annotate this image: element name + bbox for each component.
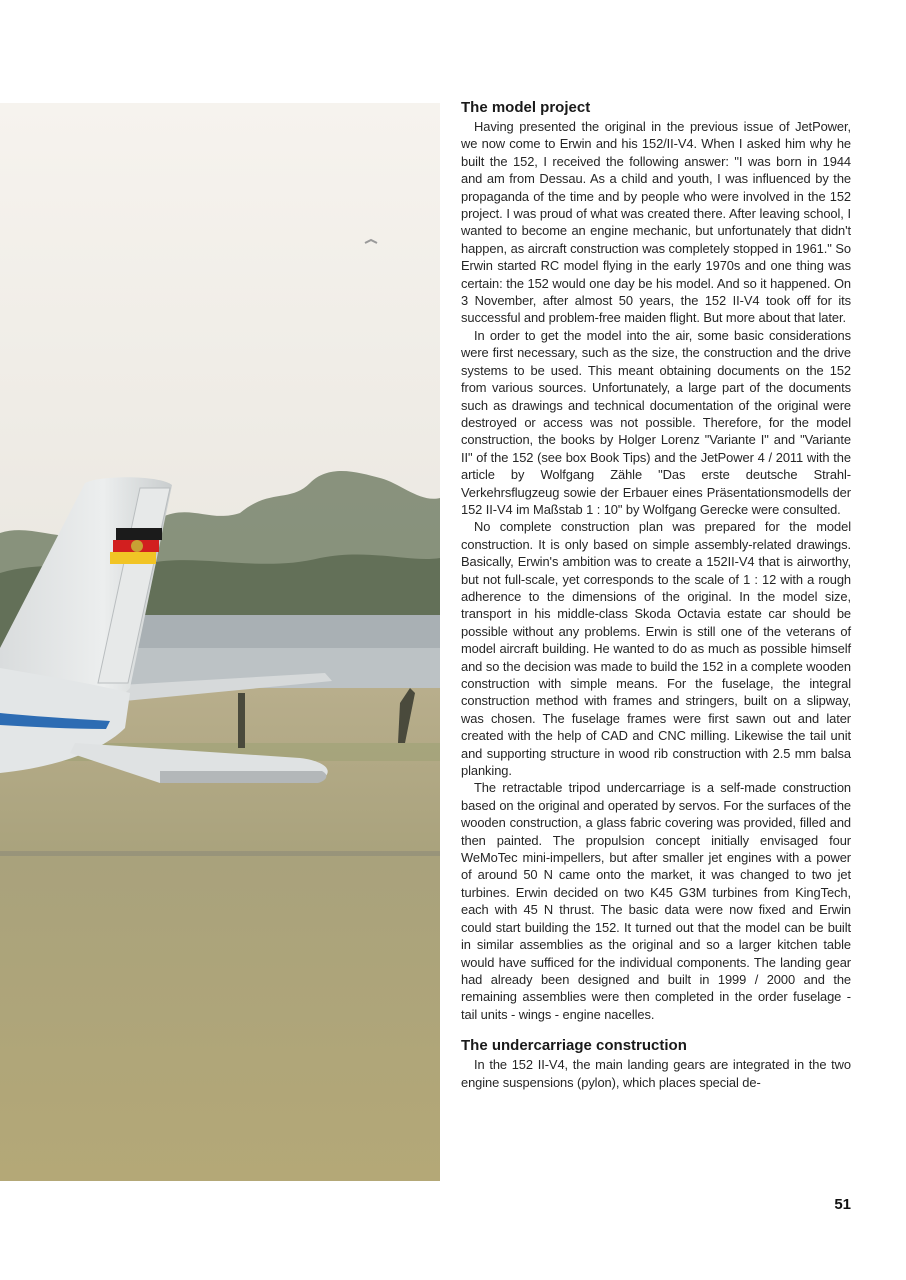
page-number: 51 — [834, 1196, 851, 1213]
paragraph: In order to get the model into the air, some basic considerations were first necessary, such as the size, the construction and the drive systems to be used. This meant obtaining documents on the 152 from various sources. Unfortunately, a large part of the documents such as drawings and technical documentation of the original were destroyed or access was not possible. Therefore, for the model construction, the books by Holger Lorenz "Variante I" and "Variante II" of the 152 (see box Book Tips) and the JetPower 4 / 2011 with the article by Wolfgang Zähle "Das erste deutsche Strahl-Verkehrsflugzeug sowie der Erbauer eines Präsentationsmodells der 152 II-V4 im Maßstab 1 : 10" by Wolfgang Gerecke were consulted. — [461, 327, 851, 517]
article — [461, 98, 851, 1091]
photo-illustration — [0, 103, 440, 1181]
paragraph: The retractable tripod undercarriage is a self-made construction based on the original and operated by servos. For the surfaces of the wooden construction, a glass fabric covering was provided, filled and then painted. The propulsion concept initially envisaged four WeMoTec mini-impellers, but after smaller jet engines with a power of around 50 N came onto the market, it was changed to two jet turbines. Erwin decided on two K45 G3M turbines from KingTech, each with 45 N thrust. The basic data were now fixed and Erwin could start building the 152. It turned out that the model can be built in similar assemblies as the original and so a larger kitchen table would have sufficed for the individual components. The landing gear had already been designed and built in 1999 / 2000 and the remaining assemblies were then completed in the order fuselage - tail units - wings - engine nacelles. — [461, 780, 851, 1022]
section-heading-undercarriage: The undercarriage construction — [461, 1037, 687, 1055]
paragraph: Having presented the original in the previous issue of JetPower, we now come to Erwin and his 152/II-V4. When I asked him why he built the 152, I received the following answer: "I was born in 1944 and am from Dessau. As a child and youth, I was influenced by the propaganda of the time and by people who were involved in the 152 project. I was proud of what was created there. After leaving school, I wanted to become an engine mechanic, but unfortunately that didn't happen, as aircraft construction was completely stopped in 1961." So Erwin started RC model flying in the early 1970s and one thing was certain: the 152 would one day be his model. And so it happened. On 3 November, after almost 50 years, the 152 II-V4 took off for its successful and problem-free maiden flight. But more about that later. — [461, 119, 851, 326]
aircraft-tail-photo — [0, 103, 440, 1181]
section-heading-model-project: The model project — [461, 99, 591, 116]
paragraph: No complete construction plan was prepared for the model construction. It is only based on simple assembly-related drawings. Basically, Erwin's ambition was to create a 152II-V4 that is airworthy, but not full-scale, yet corresponds to the scale of 1 : 12 with a rough adherence to the dimensions of the original. In the model size, transport in his middle-class Skoda Octavia estate car should be possible without any problems. Erwin is still one of the veterans of model aircraft building. He wanted to do as much as possible himself and so the decision was made to build the 152 in a complete wooden construction with simple means. For the fuselage, the integral construction method with frames and stringers, built on a slipway, was chosen. The fuselage frames were first sawn out and later created with the help of CAD and CNC milling. Likewise the tail unit and supporting structure in wood rib construction with 2.5 mm balsa planking. — [461, 519, 851, 779]
paragraph: In the 152 II-V4, the main landing gears are integrated in the two engine suspensions (pylon), which places special de- — [461, 1057, 851, 1090]
